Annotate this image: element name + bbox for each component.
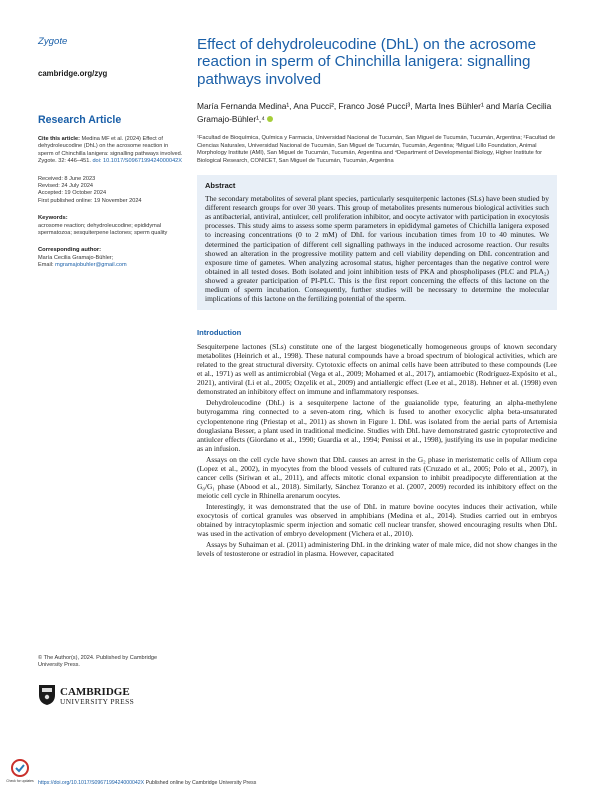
cite-doi-link[interactable]: doi: 10.1017/S0967199424000042X	[92, 158, 183, 165]
body-paragraph: Interestingly, it was demonstrated that the use of DhL in mature bovine oocytes induces their activation, while exocytosis of cortical granules was observed in amphibians (Medina et al., 2014). Studies carried out in embryos obtained by intracytoplasmic sperm injection and somatic cell nuclear transfer, showed encouraging results when DhL was used in the activation of embryo development (Vichera et al., 2010).	[197, 501, 557, 539]
footer-doi-link[interactable]: https://doi.org/10.1017/S0967199424000042X	[38, 780, 145, 786]
keywords-list: acrosome reaction; dehydroleucodine; epididymal spermatozoa; sesquiterpene lactones; sperm quality	[38, 222, 168, 237]
abstract-text: The secondary metabolites of several plant species, particularly sesquiterpenic lactones (SLs) have been studied by different research groups for over 30 years. This group of metabolites presents numerous biological activities such as antibacterial, antiviral, antiulcer, cell proliferation inhibitor, and oocyte activator with participation in exocytosis processes. This study aims to assess some sperm parameters in epididymal gametes of Chichilla lanigera exposed to increasing concentrations (0 to 2 mM) of DhL for various incubation times from 10 to 40 minutes. We determined the participation of different cell signalling pathways in the induced acrosome reaction. Our results showed an alteration in the progressive motility pattern and cell viability depending on DhL concentration and exposure time of gametes. When analyzing acrosomal status, higher percentages than the negative control were obtained in all tested doses. Both isolated and joint inhibition tests of PKA and phospholipases (PLC and PLA₂) showed a greater participation of PI-PLC. This is the first report concerning the effects of this lactone on the medium of sperm incubation. Consequently, further studies will be necessary to determine the molecular implications of this lactone on the fertilizing potential of the sperm.	[205, 194, 549, 304]
journal-name[interactable]: Zygote	[38, 36, 68, 47]
revised-date: Revised: 24 July 2024	[38, 183, 94, 190]
cambridge-logo[interactable]	[38, 684, 188, 706]
journal-site-link[interactable]: cambridge.org/zyg	[38, 69, 108, 78]
footer-text: Published online by Cambridge University Press	[145, 780, 257, 786]
logo-line2: UNIVERSITY PRESS	[60, 697, 135, 706]
email-link[interactable]: mgramajobuhler@gmail.com	[55, 262, 127, 269]
check-icon	[16, 765, 24, 771]
orcid-icon[interactable]	[267, 116, 273, 122]
article-title: Effect of dehydroleucodine (DhL) on the acrosome reaction in sperm of Chinchilla lanigera: signalling pathways involved	[197, 36, 537, 88]
body-paragraph: Assays on the cell cycle have shown that DhL causes an arrest in the G₂ phase in meristematic cells of Allium cepa (Lopez et al., 2002), in myocytes from the blood vessels of cultured rats (Cruzado et al., 2005; Polo et al., 2007), in cancer cells (Siriwan et al., 2011), and affects mitotic clonal expansion to inhibit preadipocyte differentiation at the G₀/G₁ phase (Abood et al., 2018). Similarly, Sánchez Toranzo et al. (2007, 2009) recorded its inhibitory effect on the meiotic cell cycle in Rhinella arenarum oocytes.	[197, 454, 557, 500]
page-footer	[38, 780, 256, 786]
shield-icon	[39, 685, 55, 705]
body-paragraph: Sesquiterpene lactones (SLs) constitute one of the largest biogenetically homogeneous groups of known secondary metabolites (Heinrich et al., 1998). These natural compounds have a broad spectrum of biological activities, which are related to the great structural diversity. Cytotoxic effects on animal cells have been attributed to these compounds (Lee et al., 1971) as well as antimicrobial (Vega et al., 2009; Mohamed et al., 2017), antiamoebic (Rodríguez-Expósito et al., 2021), antiviral (Li et al., 2005; Ozçelik et al., 2009) and antiallergic effect (Lee et al., 2018). Hehner et al. (1998) even demonstrated an inhibitory effect on immune and inflammatory responses.	[197, 342, 557, 397]
abstract-heading: Abstract	[205, 181, 236, 191]
corresponding-heading: Corresponding author:	[38, 247, 102, 254]
copyright-notice: © The Author(s), 2024. Published by Cambridge University Press.	[38, 655, 158, 669]
accepted-date: Accepted: 19 October 2024	[38, 190, 107, 197]
cite-heading: Cite this article:	[38, 136, 80, 142]
citation-block	[38, 136, 183, 166]
abstract-box	[197, 175, 557, 310]
author-list	[197, 100, 557, 125]
check-updates-label: Check for updates	[6, 779, 34, 783]
corresponding-block	[38, 247, 183, 269]
dates-block	[38, 176, 183, 206]
keywords-block	[38, 215, 183, 237]
article-main	[197, 36, 557, 560]
logo-line1: CAMBRIDGE	[60, 686, 130, 698]
received-date: Received: 8 June 2023	[38, 175, 96, 182]
first-published-date: First published online: 19 November 2024	[38, 197, 142, 204]
refresh-icon	[12, 760, 28, 776]
corresponding-name: María Cecilia Gramajo-Bühler;	[38, 254, 114, 261]
cite-text: Medina MF et al. (2024) Effect of dehydroleucodine (DhL) on the acrosome reaction in sperm of Chinchilla lanigera: signalling pathways involved. Zygote. 32: 446–451.	[38, 136, 183, 165]
affiliations: ¹Facultad de Bioquímica, Química y Farmacia, Universidad Nacional de Tucumán, San Miguel de Tucumán, Tucumán, Argentina; ²Facultad de Ciencias Naturales, Universidad Nacional de Tucumán, San Miguel de Tucumán, Tucumán, Argentina; ³Miguel Lillo Foundation, Animal Morphology Institute (AMI), San Miguel de Tucumán, Tucumán, Argentina and ⁴Department of Developmental Biology, Higher Institute for Biological Research, CONICET, San Miguel de Tucumán, Tucumán, Argentina	[197, 135, 556, 164]
authors-text: María Fernanda Medina¹, Ana Pucci², Franco José Pucci³, Marta Ines Bühler¹ and María Cecilia Gramajo-Bühler¹,⁴	[197, 101, 552, 124]
check-for-updates-badge[interactable]	[8, 758, 32, 786]
body-paragraph: Dehydroleucodine (DhL) is a sesquiterpene lactone of the guaianolide type, featuring an alpha-methylene butyrogamma ring connected to a seven-atom ring, which is fused to another exocyclic alpha beta-unsaturated cyclopentenone ring (Priestap et al., 2011) as shown in Figure 1. DhL was isolated from the aerial parts of Artemisia douglasiana Besser, a plant used in traditional medicine. Studies with DhL have demonstrated gastric cytoprotective and antiulcer effects (Giordano et al., 1990; Guardia et al., 1994; Penissi et al., 1998), justifying its use in popular medicine as an infusion.	[197, 398, 557, 453]
email-label: Email:	[38, 262, 54, 269]
introduction-heading: Introduction	[197, 328, 242, 338]
article-type: Research Article	[38, 114, 122, 126]
article-sidebar	[38, 36, 183, 270]
email-line	[38, 262, 183, 269]
keywords-heading: Keywords:	[38, 215, 68, 222]
body-paragraph: Assays by Suhaiman et al. (2011) administering DhL in the drinking water of male mice, did not show changes in the levels of testosterone or estradiol in plasma. However, capacitated	[197, 540, 557, 559]
